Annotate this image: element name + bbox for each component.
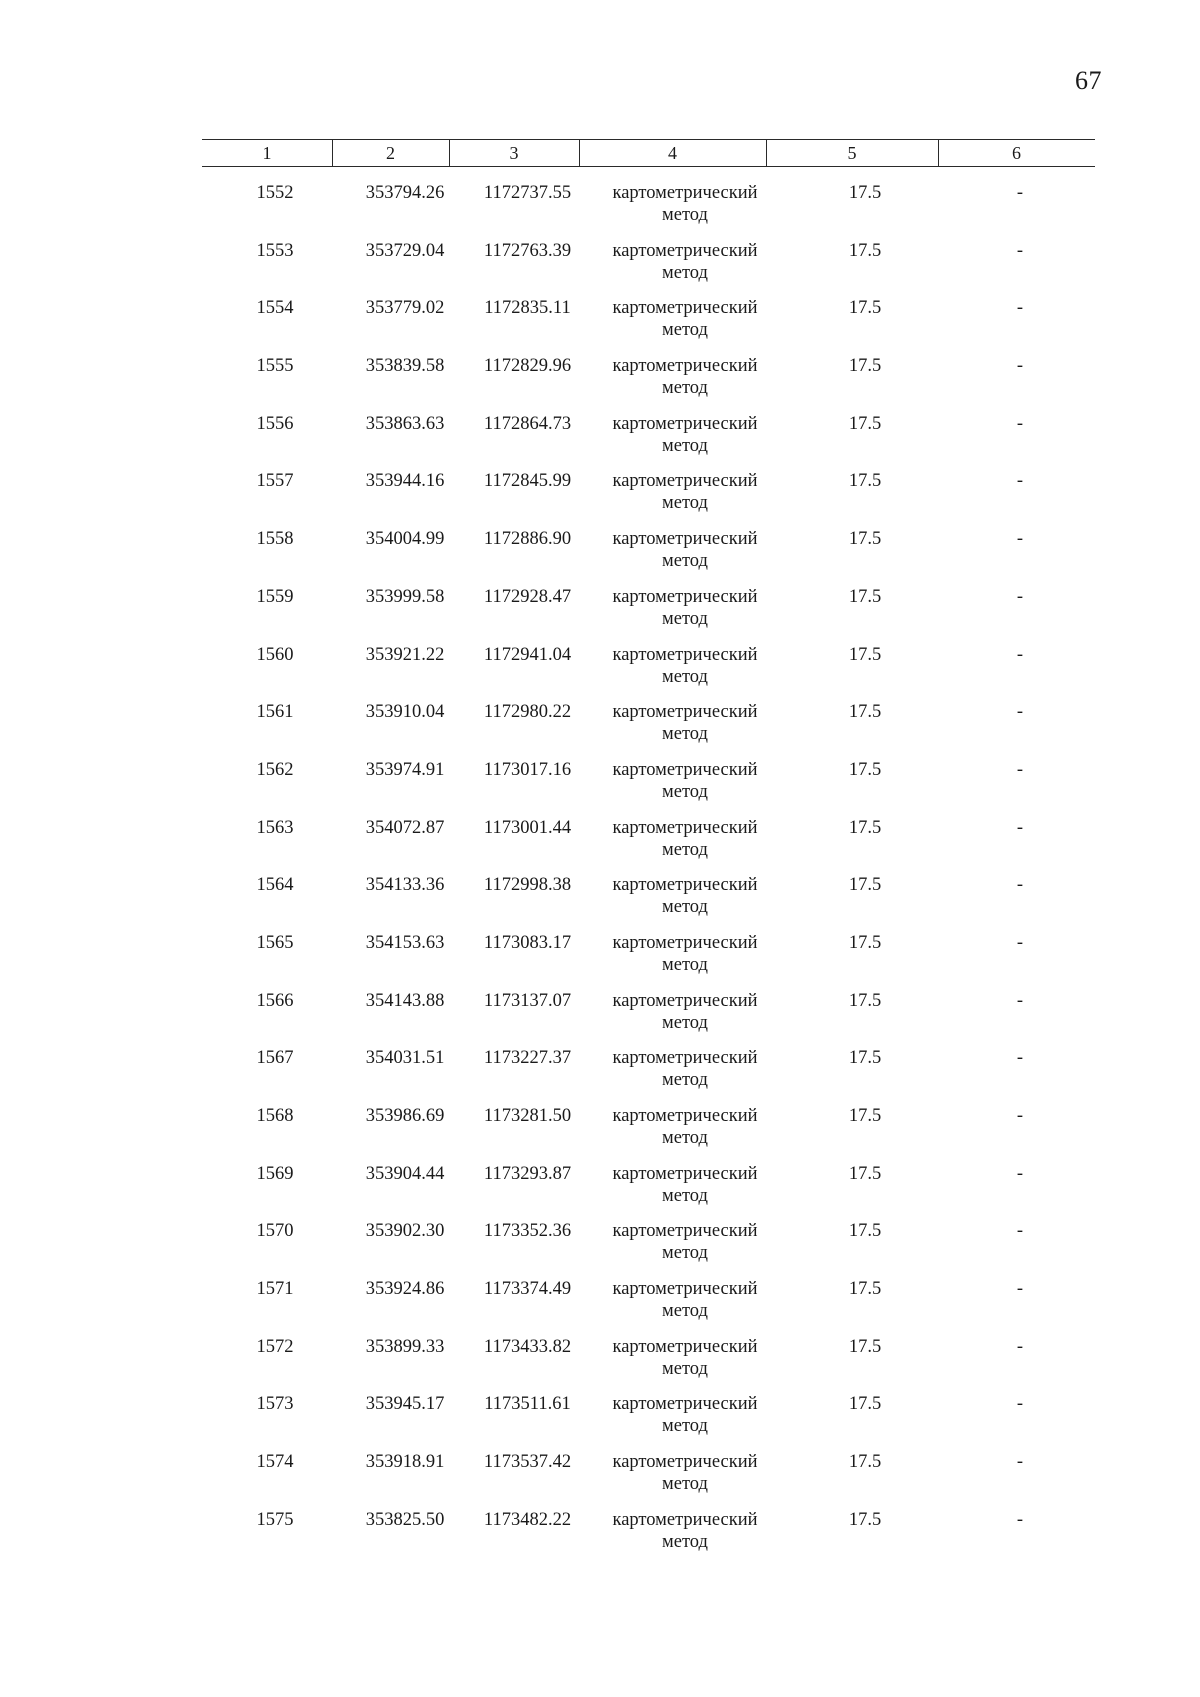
table-row (0, 1045, 1200, 1103)
coordinate-x: 354133.36 (365, 875, 445, 896)
accuracy-value: 17.5 (848, 1163, 882, 1184)
coordinate-x: 353902.30 (365, 1221, 445, 1242)
method-cell (590, 413, 780, 457)
note-value: - (1016, 529, 1024, 550)
accuracy-value: 17.5 (848, 183, 882, 203)
method-line-1: картометрический (612, 1509, 758, 1530)
method-line-2: метод (662, 320, 708, 341)
accuracy-value: 17.5 (848, 1336, 882, 1357)
point-number: 1564 (256, 875, 294, 896)
coordinate-x: 353825.50 (365, 1509, 445, 1530)
header-col-4: 4 (668, 143, 677, 163)
method-cell (590, 1393, 780, 1437)
method-cell (590, 1105, 780, 1149)
accuracy-value: 17.5 (848, 817, 882, 838)
header-col-1: 1 (262, 143, 272, 163)
coordinate-x: 353910.04 (365, 702, 445, 723)
point-number: 1571 (256, 1279, 294, 1300)
method-cell (590, 1220, 780, 1264)
table-row (0, 1449, 1200, 1507)
note-value: - (1016, 932, 1024, 953)
header-col-2: 2 (386, 143, 395, 163)
coordinate-x: 353921.22 (365, 644, 445, 665)
method-line-1: картометрический (612, 759, 758, 780)
note-value: - (1016, 1048, 1024, 1069)
method-cell (590, 1163, 780, 1207)
table-row (0, 930, 1200, 988)
coordinate-x: 353945.17 (365, 1394, 445, 1415)
method-cell (590, 1047, 780, 1091)
method-line-1: картометрический (612, 990, 758, 1011)
method-line-1: картометрический (612, 298, 758, 319)
note-value: - (1016, 413, 1024, 434)
method-line-1: картометрический (612, 471, 758, 492)
table-row (0, 815, 1200, 873)
point-number: 1572 (256, 1336, 294, 1357)
coordinate-x: 353904.44 (365, 1163, 445, 1184)
method-cell (590, 355, 780, 399)
accuracy-value: 17.5 (848, 298, 882, 319)
coordinate-y: 1173482.22 (483, 1509, 572, 1530)
table-row (0, 872, 1200, 930)
coordinate-y: 1173227.37 (483, 1048, 572, 1069)
coordinate-x: 353974.91 (365, 759, 445, 780)
coordinate-y: 1173511.61 (484, 1394, 571, 1415)
method-cell (590, 644, 780, 688)
accuracy-value: 17.5 (848, 1221, 882, 1242)
table-row (0, 411, 1200, 469)
method-cell (590, 990, 780, 1034)
note-value: - (1016, 1221, 1024, 1242)
method-line-2: метод (662, 435, 708, 456)
method-cell (590, 874, 780, 918)
method-line-1: картометрический (612, 1279, 758, 1300)
accuracy-value: 17.5 (848, 1509, 882, 1530)
header-col-3: 3 (509, 143, 519, 163)
coordinate-x: 354153.63 (365, 932, 445, 953)
table-row (0, 1391, 1200, 1449)
method-line-1: картометрический (612, 875, 758, 896)
method-line-2: метод (662, 839, 708, 860)
point-number: 1560 (256, 644, 294, 665)
coordinate-y: 1172980.22 (483, 702, 572, 723)
method-line-1: картометрический (612, 586, 758, 607)
coordinate-y: 1172737.55 (483, 183, 572, 203)
point-number: 1570 (256, 1221, 294, 1242)
method-line-2: метод (662, 1531, 708, 1552)
table-row (0, 1103, 1200, 1161)
method-line-1: картометрический (612, 240, 758, 261)
method-line-2: метод (662, 1243, 708, 1264)
method-cell (590, 817, 780, 861)
table-row (0, 1161, 1200, 1219)
coordinate-x: 354143.88 (365, 990, 445, 1011)
coordinate-y: 1173433.82 (483, 1336, 572, 1357)
note-value: - (1016, 240, 1024, 261)
point-number: 1561 (256, 702, 294, 723)
method-line-2: метод (662, 262, 708, 283)
method-line-2: метод (662, 1358, 708, 1379)
point-number: 1565 (256, 932, 294, 953)
table-row (0, 988, 1200, 1046)
note-value: - (1016, 1394, 1024, 1415)
method-line-1: картометрический (612, 644, 758, 665)
note-value: - (1016, 1336, 1024, 1357)
note-value: - (1016, 1163, 1024, 1184)
method-line-2: метод (662, 1474, 708, 1495)
method-line-2: метод (662, 608, 708, 629)
method-line-2: метод (662, 666, 708, 687)
page-number: 67 (1075, 66, 1102, 95)
coordinate-y: 1172998.38 (483, 875, 572, 896)
note-value: - (1016, 817, 1024, 838)
coordinate-y: 1172864.73 (483, 413, 572, 434)
table-row (0, 468, 1200, 526)
method-line-2: метод (662, 1012, 708, 1033)
method-line-1: картометрический (612, 1106, 758, 1126)
accuracy-value: 17.5 (848, 356, 882, 377)
method-line-1: картометрический (612, 817, 758, 838)
method-line-1: картометрический (612, 413, 758, 434)
method-line-2: метод (662, 724, 708, 745)
coordinate-y: 1172763.39 (483, 240, 572, 261)
coordinate-y: 1173281.50 (483, 1106, 572, 1126)
point-number: 1563 (256, 817, 294, 838)
point-number: 1557 (256, 471, 294, 492)
method-cell (590, 297, 780, 341)
coordinate-x: 353999.58 (365, 586, 445, 607)
method-line-1: картометрический (612, 1221, 758, 1242)
note-value: - (1016, 1106, 1024, 1126)
table-row (0, 180, 1200, 238)
accuracy-value: 17.5 (848, 759, 882, 780)
accuracy-value: 17.5 (848, 240, 882, 261)
point-number: 1554 (256, 298, 294, 319)
method-cell (590, 586, 780, 630)
coordinate-y: 1173083.17 (483, 932, 572, 953)
note-value: - (1016, 1452, 1024, 1473)
coordinate-y: 1172829.96 (483, 356, 572, 377)
coordinate-x: 353899.33 (365, 1336, 445, 1357)
method-cell (590, 528, 780, 572)
method-line-1: картометрический (612, 356, 758, 377)
note-value: - (1016, 471, 1024, 492)
accuracy-value: 17.5 (848, 1279, 882, 1300)
method-line-1: картометрический (612, 702, 758, 723)
accuracy-value: 17.5 (848, 644, 882, 665)
note-value: - (1016, 702, 1024, 723)
method-line-1: картометрический (612, 183, 758, 203)
table-row (0, 1334, 1200, 1392)
table-header (202, 139, 1095, 167)
method-cell (590, 932, 780, 976)
coordinate-x: 354004.99 (365, 529, 445, 550)
point-number: 1558 (256, 529, 294, 550)
method-line-1: картометрический (612, 1394, 758, 1415)
coordinate-x: 353729.04 (365, 240, 445, 261)
coordinate-y: 1172835.11 (484, 298, 571, 319)
point-number: 1573 (256, 1394, 294, 1415)
accuracy-value: 17.5 (848, 1452, 882, 1473)
accuracy-value: 17.5 (848, 471, 882, 492)
point-number: 1553 (256, 240, 294, 261)
coordinate-x: 353779.02 (365, 298, 445, 319)
method-line-1: картометрический (612, 932, 758, 953)
table-row (0, 1218, 1200, 1276)
table-row (0, 238, 1200, 296)
accuracy-value: 17.5 (848, 1394, 882, 1415)
note-value: - (1016, 875, 1024, 896)
coordinate-x: 353839.58 (365, 356, 445, 377)
coordinate-y: 1173537.42 (483, 1452, 572, 1473)
method-cell (590, 759, 780, 803)
coordinate-y: 1172941.04 (483, 644, 572, 665)
coordinate-y: 1173017.16 (483, 759, 572, 780)
accuracy-value: 17.5 (848, 990, 882, 1011)
method-line-2: метод (662, 1301, 708, 1322)
note-value: - (1016, 586, 1024, 607)
method-line-2: метод (662, 493, 708, 514)
point-number: 1552 (256, 183, 294, 203)
point-number: 1567 (256, 1048, 294, 1069)
table-row (0, 1276, 1200, 1334)
point-number: 1555 (256, 356, 294, 377)
coordinate-y: 1173374.49 (483, 1279, 572, 1300)
coordinate-x: 353794.26 (365, 183, 445, 203)
point-number: 1556 (256, 413, 294, 434)
method-line-2: метод (662, 781, 708, 802)
note-value: - (1016, 183, 1024, 203)
note-value: - (1016, 298, 1024, 319)
method-line-2: метод (662, 378, 708, 399)
point-number: 1562 (256, 759, 294, 780)
coordinate-y: 1172845.99 (483, 471, 572, 492)
coordinate-x: 353924.86 (365, 1279, 445, 1300)
method-line-1: картометрический (612, 1336, 758, 1357)
note-value: - (1016, 759, 1024, 780)
method-cell (590, 701, 780, 745)
accuracy-value: 17.5 (848, 875, 882, 896)
coordinate-y: 1173352.36 (483, 1221, 572, 1242)
accuracy-value: 17.5 (848, 1048, 882, 1069)
method-cell (590, 1336, 780, 1380)
method-line-1: картометрический (612, 1452, 758, 1473)
point-number: 1559 (256, 586, 294, 607)
method-cell (590, 1451, 780, 1495)
coordinate-x: 353918.91 (365, 1452, 445, 1473)
method-line-2: метод (662, 1128, 708, 1148)
coordinate-x: 354031.51 (365, 1048, 445, 1069)
method-cell (590, 240, 780, 284)
note-value: - (1016, 356, 1024, 377)
point-number: 1568 (256, 1106, 294, 1126)
header-col-6: 6 (1012, 143, 1021, 163)
coordinate-y: 1173137.07 (483, 990, 572, 1011)
table-row (0, 642, 1200, 700)
accuracy-value: 17.5 (848, 702, 882, 723)
point-number: 1569 (256, 1163, 294, 1184)
point-number: 1575 (256, 1509, 294, 1530)
method-line-2: метод (662, 551, 708, 572)
table-row (0, 295, 1200, 353)
coordinate-y: 1173001.44 (483, 817, 572, 838)
table-row (0, 1507, 1200, 1565)
method-cell (590, 470, 780, 514)
method-line-2: метод (662, 897, 708, 918)
point-number: 1566 (256, 990, 294, 1011)
method-line-2: метод (662, 954, 708, 975)
coordinate-x: 353863.63 (365, 413, 445, 434)
note-value: - (1016, 990, 1024, 1011)
method-line-1: картометрический (612, 529, 758, 550)
coordinate-y: 1172928.47 (483, 586, 572, 607)
coordinate-y: 1173293.87 (483, 1163, 572, 1184)
accuracy-value: 17.5 (848, 932, 882, 953)
coordinate-x: 354072.87 (365, 817, 445, 838)
table-row (0, 584, 1200, 642)
note-value: - (1016, 1279, 1024, 1300)
method-line-1: картометрический (612, 1163, 758, 1184)
method-line-2: метод (662, 205, 708, 225)
table-row (0, 526, 1200, 584)
accuracy-value: 17.5 (848, 586, 882, 607)
method-cell (590, 1509, 780, 1553)
coordinate-x: 353986.69 (365, 1106, 445, 1126)
method-cell (590, 182, 780, 226)
table-row (0, 757, 1200, 815)
table-body (0, 180, 1200, 1565)
table-row (0, 353, 1200, 411)
coordinate-x: 353944.16 (365, 471, 445, 492)
method-line-1: картометрический (612, 1048, 758, 1069)
accuracy-value: 17.5 (848, 529, 882, 550)
method-cell (590, 1278, 780, 1322)
note-value: - (1016, 1509, 1024, 1530)
method-line-2: метод (662, 1070, 708, 1091)
header-col-5: 5 (847, 143, 857, 163)
note-value: - (1016, 644, 1024, 665)
method-line-2: метод (662, 1185, 708, 1206)
accuracy-value: 17.5 (848, 1106, 882, 1126)
point-number: 1574 (256, 1452, 294, 1473)
table-row (0, 699, 1200, 757)
method-line-2: метод (662, 1416, 708, 1437)
coordinate-y: 1172886.90 (483, 529, 572, 550)
accuracy-value: 17.5 (848, 413, 882, 434)
